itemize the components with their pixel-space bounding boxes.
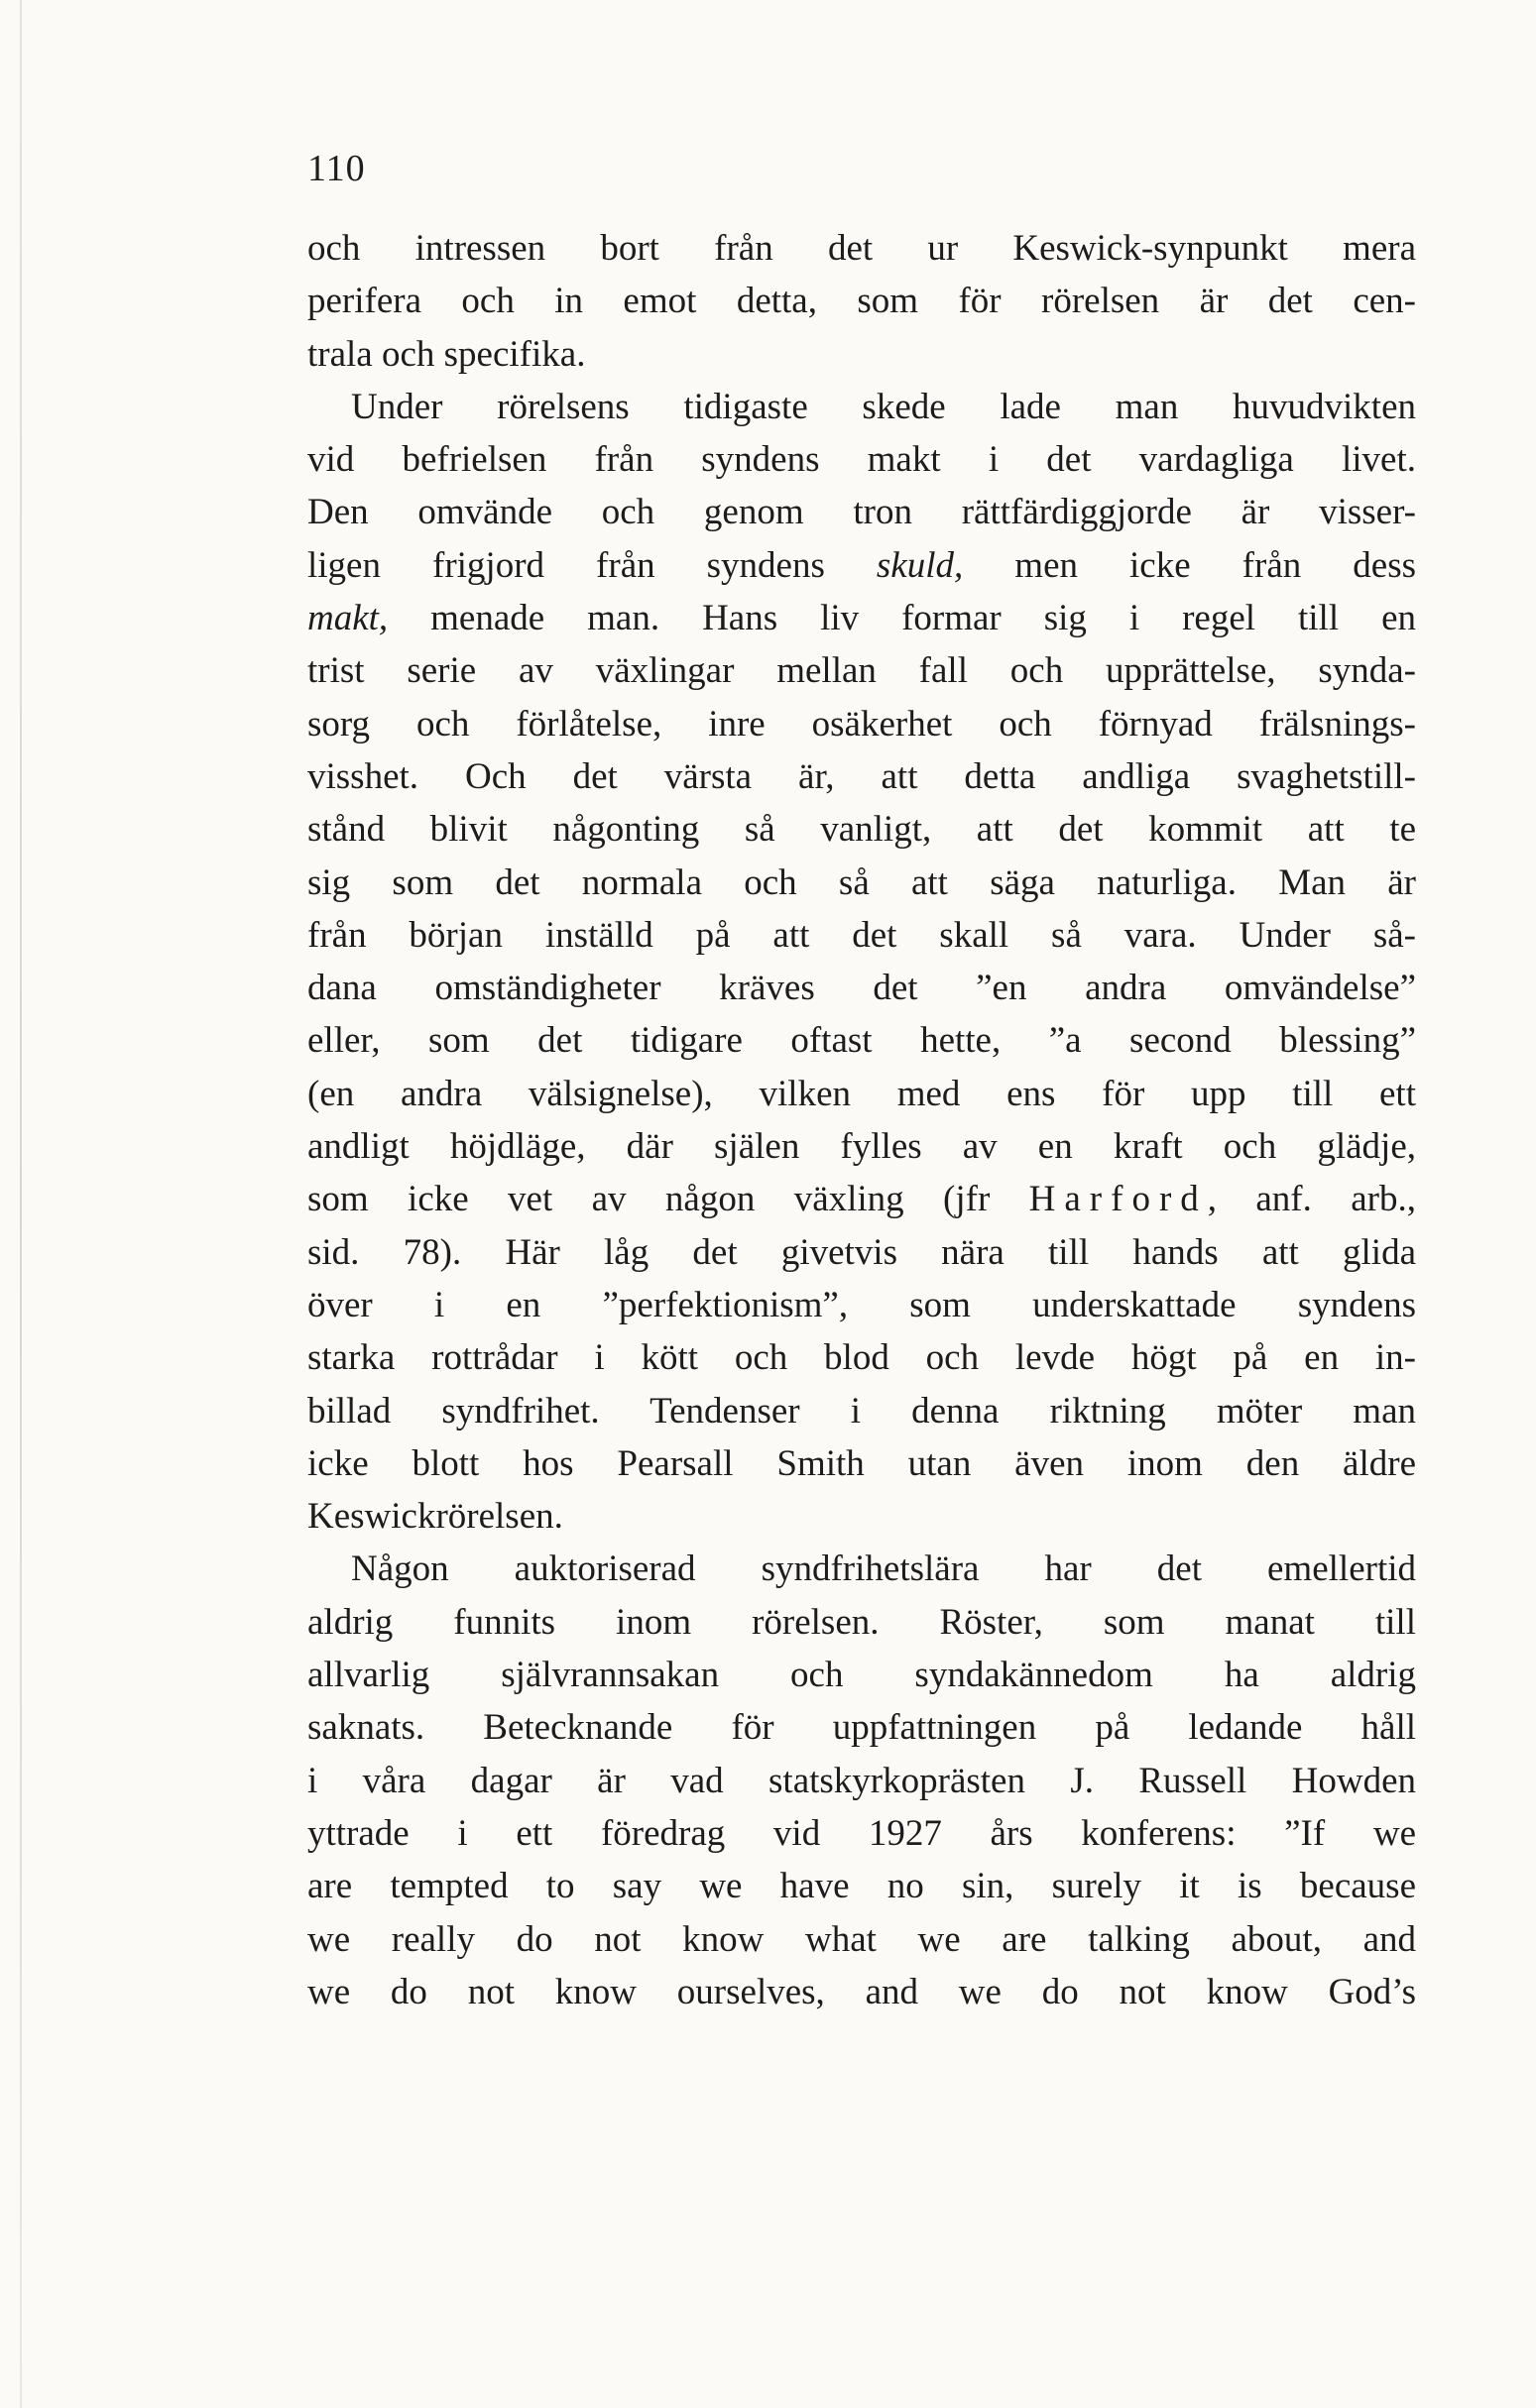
text-line [307, 433, 1416, 486]
text-run: som icke vet av någon växling (jfr [307, 1179, 1029, 1220]
text-line [307, 1331, 1416, 1384]
text-line [307, 750, 1416, 803]
text-run: i våra dagar är vad statskyrkoprästen J. Russell Howden [307, 1760, 1416, 1801]
text-line [307, 1596, 1416, 1649]
text-line [307, 222, 1416, 275]
text-line [307, 909, 1416, 962]
text-run: perifera och in emot detta, som för rörelsen är det cen- [307, 281, 1416, 322]
text-line [307, 1966, 1416, 2018]
text-run: men icke från dess [963, 544, 1416, 586]
text-run: dana omständigheter kräves det ”en andra omvändelse” [307, 968, 1416, 1009]
text-line [307, 539, 1416, 592]
text-line [307, 275, 1416, 327]
text-line [307, 644, 1416, 697]
text-line [307, 1014, 1416, 1067]
text-line [307, 381, 1416, 433]
text-run: yttrade i ett föredrag vid 1927 års konferens: ”If we [307, 1812, 1416, 1854]
text-line [307, 803, 1416, 856]
text-line [307, 1543, 1416, 1595]
page-edge [20, 0, 22, 2408]
text-line [307, 1701, 1416, 1754]
text-run: , anf. arb., [1207, 1179, 1416, 1220]
text-line [307, 1279, 1416, 1331]
text-run: över i en ”perfektionism”, som underskattade syndens [307, 1284, 1416, 1325]
page-number: 110 [307, 148, 366, 189]
text-run: (en andra välsignelse), vilken med ens för upp till ett [307, 1073, 1416, 1114]
text-line [307, 1068, 1416, 1120]
text-run: andligt höjdläge, där själen fylles av en kraft och glädje, [307, 1126, 1416, 1168]
italic-word: skuld, [876, 544, 964, 586]
text-line [307, 1385, 1416, 1437]
text-line [307, 1437, 1416, 1490]
text-run: Under rörelsens tidigaste skede lade man huvudvikten [351, 386, 1416, 427]
spaced-name: Harford [1028, 1179, 1208, 1220]
text-run: trala och specifika. [307, 333, 586, 375]
text-run: aldrig funnits inom rörelsen. Röster, som manat till [307, 1601, 1416, 1643]
text-run: Den omvände och genom tron rättfärdiggjorde är visser- [307, 492, 1416, 533]
text-run: trist serie av växlingar mellan fall och upprättelse, synda- [307, 650, 1416, 692]
text-run: menade man. Hans liv formar sig i regel till en [388, 598, 1416, 639]
text-run: allvarlig självrannsakan och syndakännedom ha aldrig [307, 1655, 1416, 1696]
text-line [307, 1120, 1416, 1173]
text-line [307, 698, 1416, 750]
text-line [307, 1649, 1416, 1701]
text-run: och intressen bort från det ur Keswick-synpunkt mera [307, 228, 1416, 269]
text-run: vid befrielsen från syndens makt i det vardagliga livet. [307, 439, 1416, 481]
text-line [307, 592, 1416, 644]
text-run: saknats. Betecknande för uppfattningen på ledande håll [307, 1707, 1416, 1749]
italic-word: makt, [307, 598, 389, 639]
text-line [307, 1490, 1416, 1543]
text-run: från början inställd på att det skall så vara. Under så- [307, 914, 1416, 956]
text-line [307, 857, 1416, 909]
text-run: Någon auktoriserad syndfrihetslära har det emellertid [351, 1548, 1416, 1590]
text-run: Keswickrörelsen. [307, 1496, 563, 1538]
text-run: sid. 78). Här låg det givetvis nära till hands att glida [307, 1231, 1416, 1273]
text-line [307, 1807, 1416, 1860]
text-run: we do not know ourselves, and we do not know God’s [307, 1971, 1416, 2012]
text-line [307, 962, 1416, 1014]
text-line [307, 1913, 1416, 1966]
text-line [307, 1226, 1416, 1279]
text-run: stånd blivit någonting så vanligt, att det kommit att te [307, 809, 1416, 851]
text-line [307, 1755, 1416, 1807]
body-text [307, 222, 1416, 2018]
text-run: billad syndfrihet. Tendenser i denna riktning möter man [307, 1390, 1416, 1432]
text-line [307, 328, 1416, 381]
text-line [307, 1173, 1416, 1225]
text-run: sorg och förlåtelse, inre osäkerhet och förnyad frälsnings- [307, 703, 1416, 745]
text-run: starka rottrådar i kött och blod och levde högt på en in- [307, 1337, 1416, 1379]
text-run: are tempted to say we have no sin, surely it is because [307, 1866, 1416, 1907]
text-line [307, 486, 1416, 538]
text-run: eller, som det tidigare oftast hette, ”a second blessing” [307, 1020, 1416, 1062]
text-line [307, 1860, 1416, 1912]
text-run: icke blott hos Pearsall Smith utan även inom den äldre [307, 1442, 1416, 1484]
text-run: ligen frigjord från syndens [307, 544, 877, 586]
text-run: sig som det normala och så att säga naturliga. Man är [307, 861, 1416, 903]
text-run: we really do not know what we are talking about, and [307, 1918, 1416, 1960]
text-run: visshet. Och det värsta är, att detta andliga svaghetstill- [307, 755, 1416, 797]
